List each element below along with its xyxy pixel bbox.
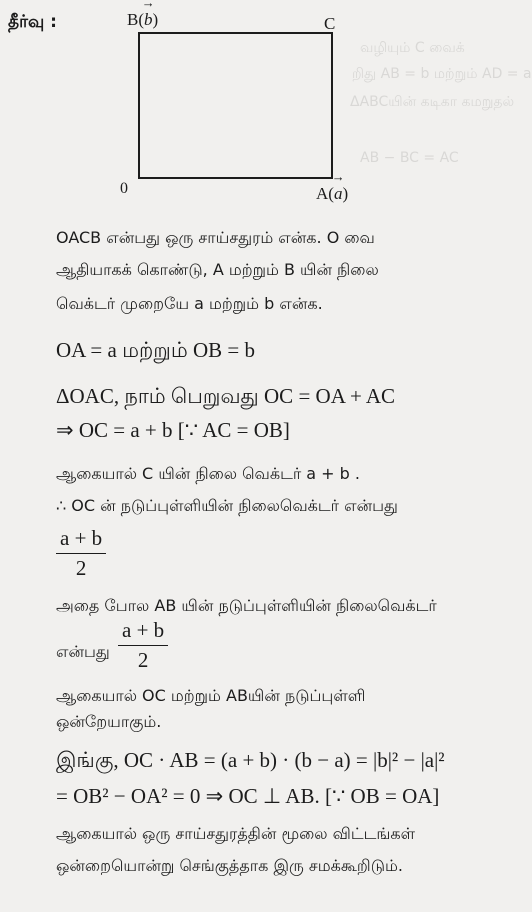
label-b: B(→ b)	[127, 10, 158, 30]
c-position-line: ஆகையால் C யின் நிலை வெக்டர் a + b .	[56, 464, 360, 483]
fraction-denominator: 2	[137, 648, 149, 672]
bleed-through: ΔABCயின் கடிகா கமறுதல்	[350, 94, 515, 110]
bleed-through: AB − BC = AC	[360, 150, 459, 166]
intro-line-1: OACB என்பது ஒரு சாய்சதுரம் என்க. O வை	[56, 228, 375, 247]
fraction-denominator: 2	[75, 556, 87, 580]
solution-label: தீர்வு :	[8, 12, 57, 32]
label-o: 0	[120, 180, 128, 197]
square-shape	[139, 33, 332, 178]
equation-oc-result: ⇒ OC = a + b [∵ AC = OB]	[56, 418, 290, 442]
intro-line-3: வெக்டர் முறையே a மற்றும் b என்க.	[56, 294, 323, 313]
vector-b: → b	[144, 10, 153, 30]
equation-oa-ob: OA = a மற்றும் OB = b	[56, 338, 255, 362]
same-midpoint-line-2: ஒன்றேயாகும்.	[56, 712, 162, 731]
rhombus-figure	[0, 0, 532, 210]
fraction-oc-mid	[56, 526, 106, 581]
fraction-ab-mid	[118, 618, 168, 673]
same-midpoint-line-1: ஆகையால் OC மற்றும் ABயின் நடுப்புள்ளி	[56, 686, 366, 705]
oc-midpoint-line: ∴ OC ன் நடுப்புள்ளியின் நிலைவெக்டர் என்பது	[56, 496, 398, 515]
dot-product-line-2: = OB² − OA² = 0 ⇒ OC ⊥ AB. [∵ OB = OA]	[56, 784, 440, 808]
dot-product-line-1: இங்கு, OC · AB = (a + b) · (b − a) = |b|² − |a|²	[56, 748, 445, 772]
fraction-numerator: a + b	[56, 526, 106, 554]
conclusion-line-2: ஒன்றையொன்று செங்குத்தாக இரு சமக்கூறிடும்.	[56, 856, 403, 875]
vector-a: → a	[334, 184, 343, 204]
intro-line-2: ஆதியாகக் கொண்டு, A மற்றும் B யின் நிலை	[56, 260, 379, 279]
ab-midpoint-line-2: என்பது	[56, 642, 110, 661]
equation-oc-sum: ΔOAC, நாம் பெறுவது OC = OA + AC	[56, 384, 396, 408]
conclusion-line-1: ஆகையால் ஒரு சாய்சதுரத்தின் மூலை விட்டங்கள்	[56, 824, 416, 843]
fraction-numerator: a + b	[118, 618, 168, 646]
ab-midpoint-line-1: அதை போல AB யின் நடுப்புள்ளியின் நிலைவெக்டர்	[56, 596, 437, 615]
bleed-through: றிது AB = b மற்றும் AD = a	[352, 66, 532, 82]
label-c: C	[324, 14, 336, 33]
bleed-through: வழியும் C வைக்	[360, 40, 465, 56]
label-a: A(→ a)	[316, 184, 348, 204]
